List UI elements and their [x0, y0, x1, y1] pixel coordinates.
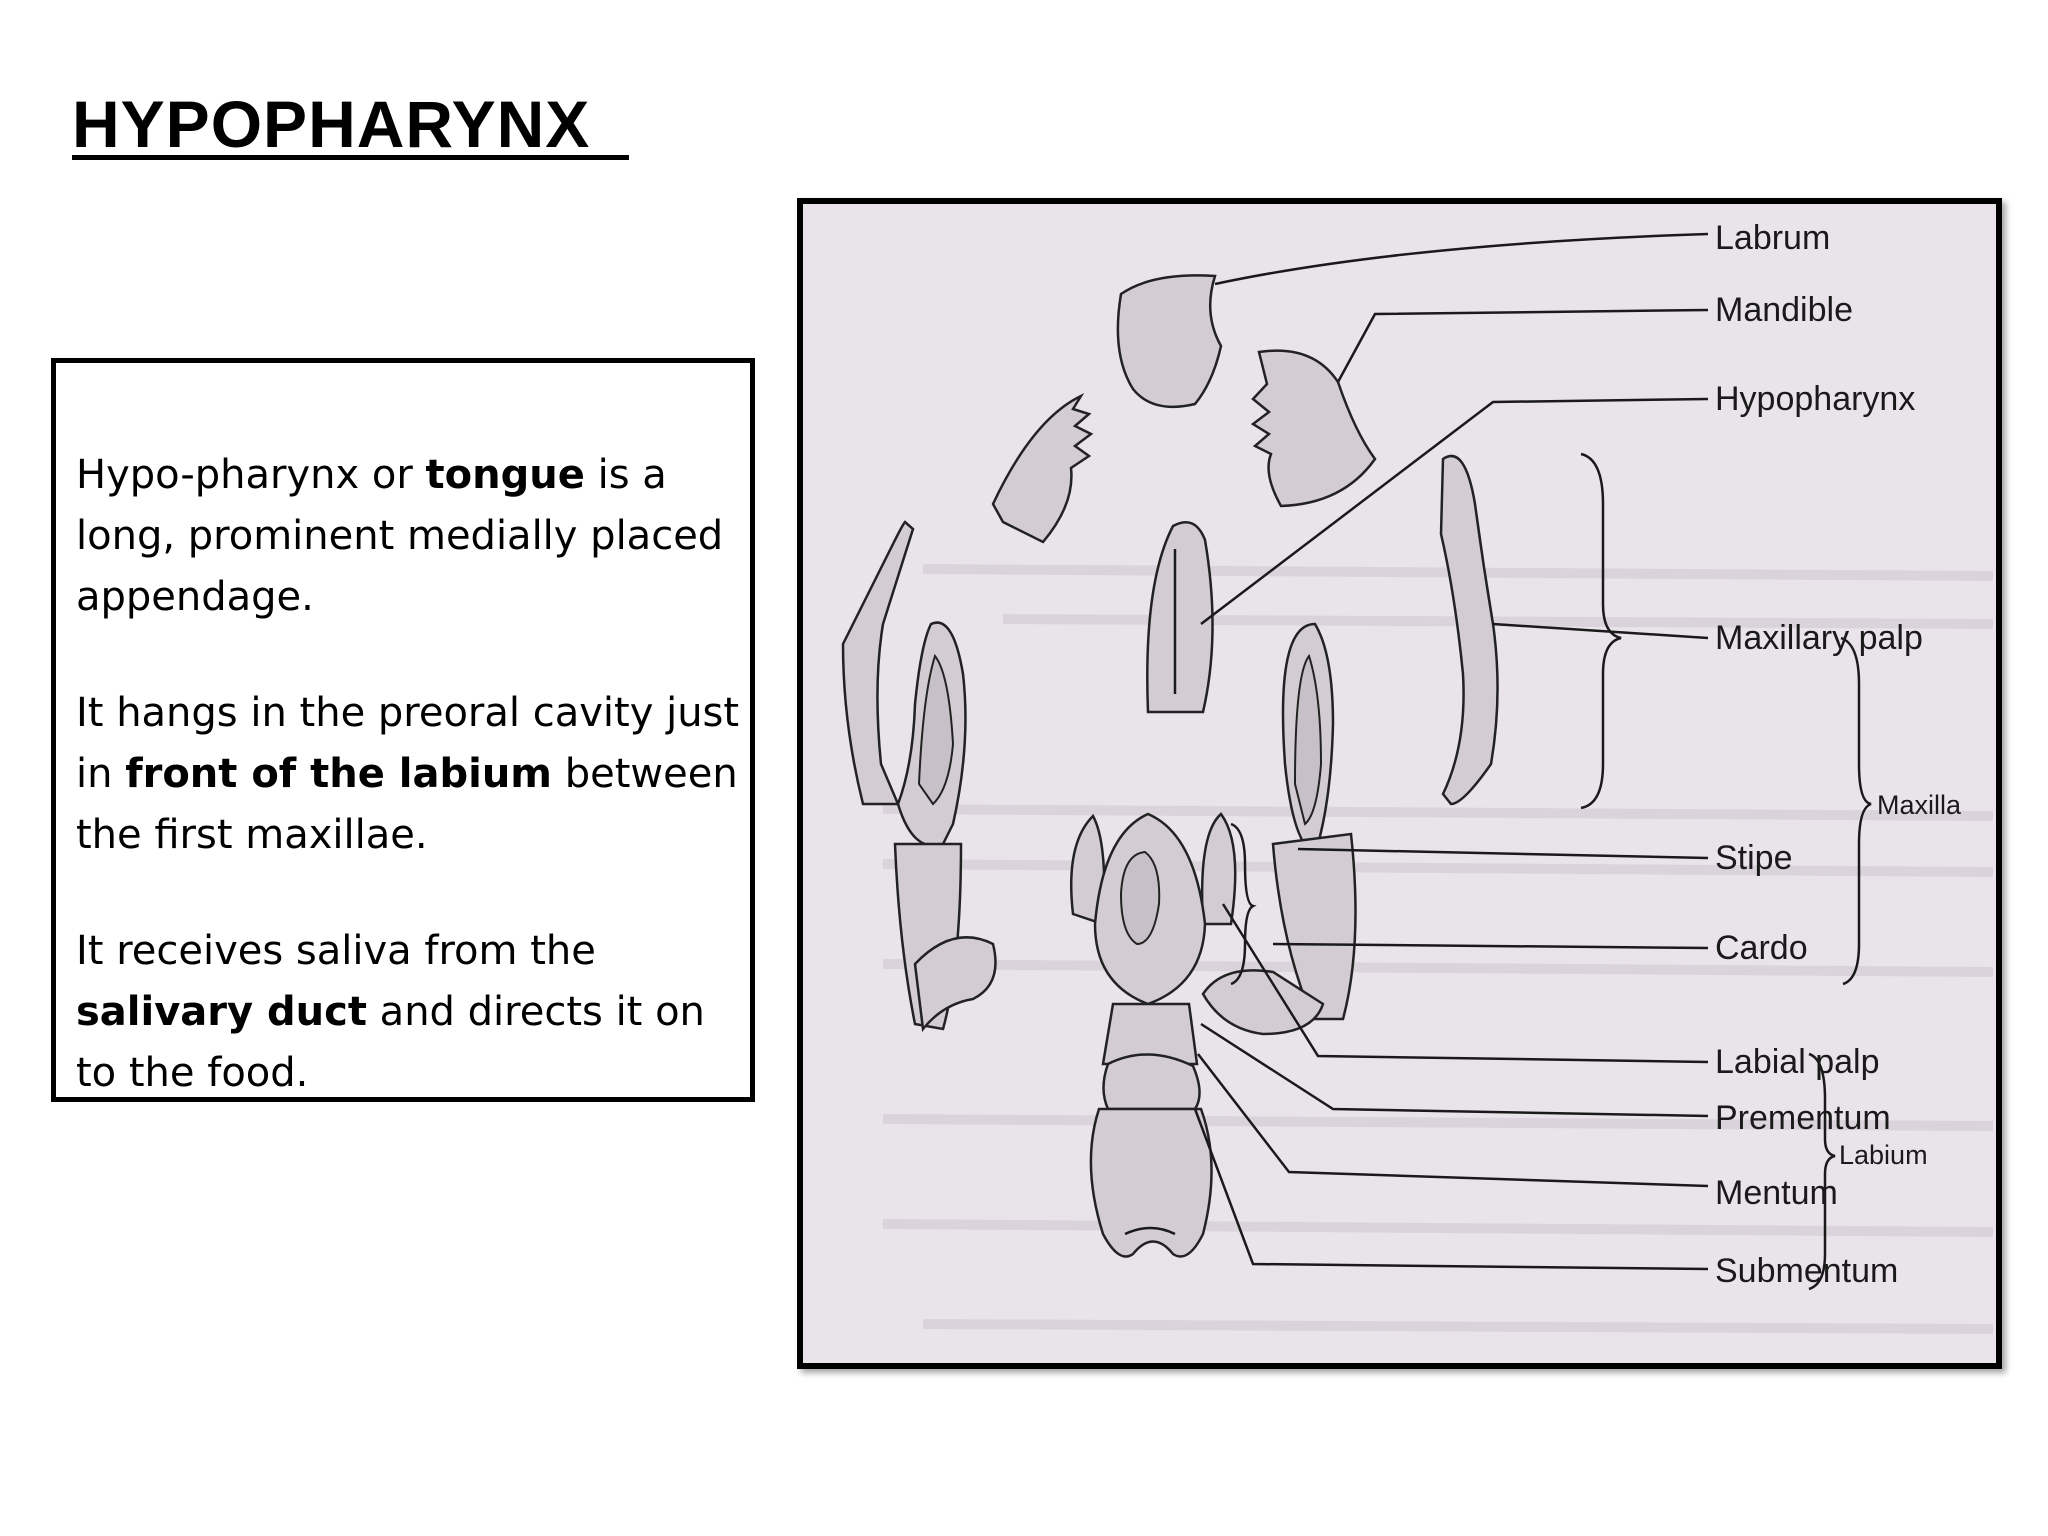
label-cardo: Cardo: [1715, 929, 1808, 967]
page-title: HYPOPHARYNX: [72, 87, 629, 161]
label-prementum: Prementum: [1715, 1099, 1891, 1137]
right-maxilla-drawing: [1203, 456, 1498, 1034]
text-run: between the first maxillae.: [76, 751, 738, 858]
paragraph-preoral-cavity: [76, 683, 750, 866]
hypopharynx-drawing: [1147, 522, 1212, 712]
text-run: It hangs in the preoral cavity just in: [76, 690, 740, 797]
label-mandible: Mandible: [1715, 291, 1853, 329]
bold-term: tongue: [425, 452, 585, 498]
text-run: It receives saliva from the: [76, 928, 596, 974]
right-mandible-drawing: [1253, 351, 1375, 506]
paragraph-tongue: [76, 445, 750, 628]
label-hypopharynx: Hypopharynx: [1715, 380, 1916, 418]
label-mentum: Mentum: [1715, 1174, 1838, 1212]
label-labrum: Labrum: [1715, 219, 1831, 257]
left-maxilla-drawing: [843, 522, 996, 1029]
label-labial-palp: Labial palp: [1715, 1043, 1880, 1081]
label-maxilla-group: Maxilla: [1877, 790, 1962, 820]
mouthparts-diagram: [797, 198, 2002, 1369]
text-run: and directs it on to the food.: [76, 989, 705, 1096]
background-texture: [883, 569, 1993, 1329]
label-stipe: Stipe: [1715, 839, 1793, 877]
paragraph-saliva: [76, 921, 750, 1104]
label-submentum: Submentum: [1715, 1252, 1899, 1290]
left-mandible-drawing: [993, 396, 1091, 542]
labium-drawing: [1071, 814, 1235, 1257]
label-maxillary-palp: Maxillary palp: [1715, 619, 1923, 657]
bold-term: front of the labium: [125, 751, 552, 797]
text-run: Hypo-pharynx or: [76, 452, 426, 498]
labrum-drawing: [1118, 275, 1221, 406]
text-run: is a long, prominent medially placed appendage.: [76, 452, 724, 620]
description-box: [51, 358, 755, 1102]
bold-term: salivary duct: [76, 989, 367, 1035]
label-labium-group: Labium: [1839, 1140, 1928, 1170]
